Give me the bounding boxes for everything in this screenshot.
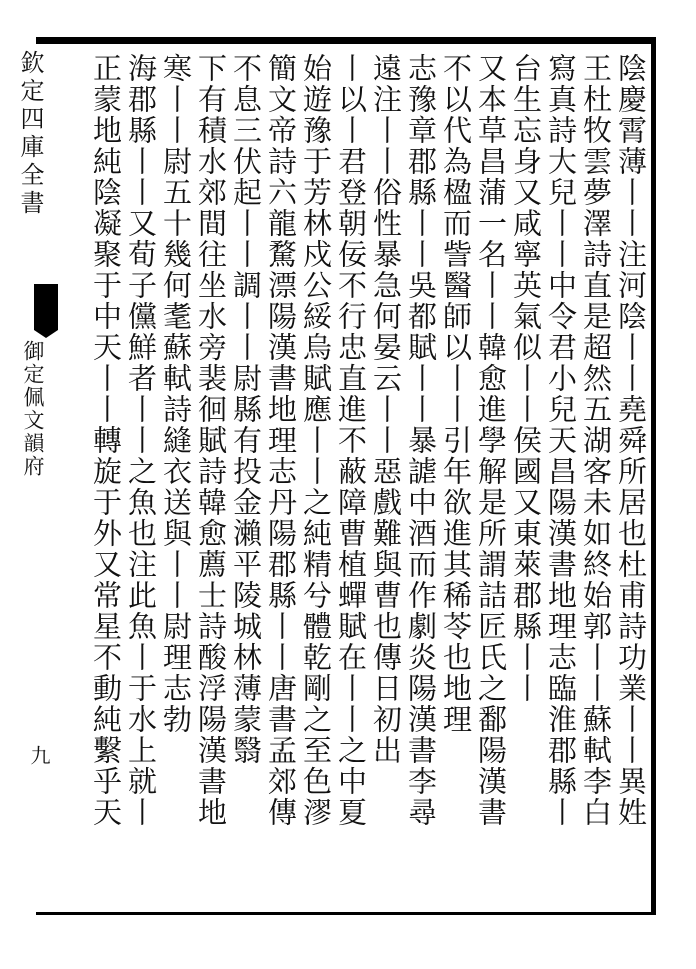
- text-column-9: 丨以丨君登朝佞不行忠直進不蔽障曹植蟬賦在丨丨之中夏: [334, 53, 368, 828]
- text-column-14: 寒丨丨尉五十幾何耄蘇軾詩縫衣送與丨丨尉理志勃: [159, 53, 193, 735]
- fish-tail-mark-icon: [34, 284, 58, 330]
- text-column-2: 王杜牧雲夢澤詩直是超然五湖客未如終始郭丨丨蘇軾李白: [579, 53, 613, 828]
- text-column-3: 寫真詩大兒丨丨中令君小兒天昌陽漢書地理志臨淮郡縣丨: [544, 53, 578, 828]
- text-column-15: 海郡縣丨丨又荀子儻鮮者丨丨之魚也注此魚丨于水上就丨: [124, 53, 158, 828]
- text-column-13: 下有積水郊間往坐水旁裴徊賦詩韓愈薦士詩酸浮陽漢書地: [194, 53, 228, 828]
- page-number: 九: [27, 745, 51, 765]
- margin-title: 欽定四庫全書: [16, 50, 44, 218]
- text-column-1: 陰慶霄薄丨丨注河陰丨丨堯舜所居也杜甫詩功業丨丨異姓: [614, 53, 648, 828]
- text-column-6: 不以代為楹而訾醫師以丨丨引年欲進其稀苓也地理: [439, 53, 473, 735]
- text-column-8: 遠注丨丨俗性暴急何晏云丨丨惡戲難與曹也傳日初出: [369, 53, 403, 766]
- text-column-4: 台生忘身又咸寧英氣似丨丨侯國又東萊郡縣丨丨: [509, 53, 543, 704]
- text-column-5: 又本草昌蒲一名丨丨韓愈進學解是所謂詰匠氏之鄱陽漢書: [474, 53, 508, 828]
- text-column-16: 正蒙地純陰凝聚于中天丨丨轉旋于外又常星不動純繫乎天: [89, 53, 123, 828]
- text-column-10: 始遊豫于芳林戍公綏烏賦應丨丨之純精兮體乾剛之至色漻: [299, 53, 333, 828]
- margin-subtitle: 御定佩文韻府: [21, 340, 45, 478]
- text-column-12: 不息三伏起丨丨調丨丨尉縣有投金瀨平陵城林薄蒙翳: [229, 53, 263, 766]
- text-column-7: 志豫章郡縣丨丨吳都賦丨丨暴謔中酒而作劇炎陽漢書李尋: [404, 53, 438, 828]
- text-column-11: 簡文帝詩六龍騖漂陽漢書地理志丹陽郡縣丨丨唐書孟郊傳: [264, 53, 298, 828]
